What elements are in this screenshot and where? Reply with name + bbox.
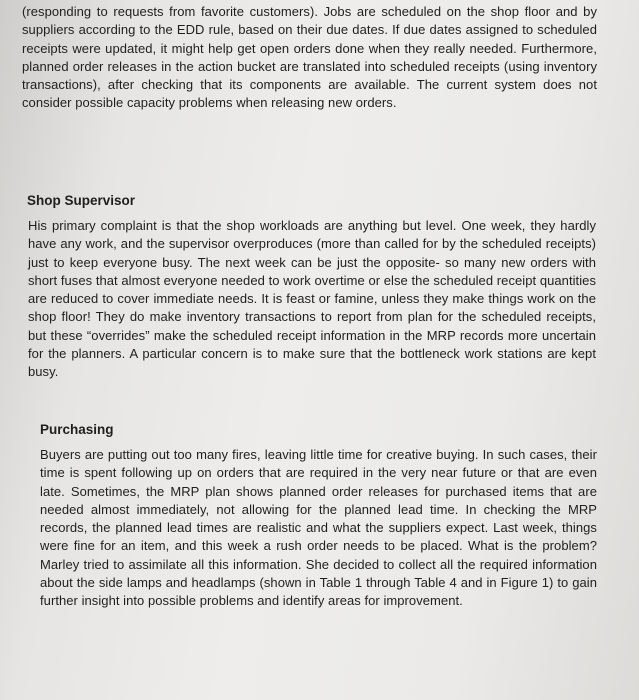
intro-paragraph: (responding to requests from favorite customers). Jobs are scheduled on the shop floor and by suppliers according to the EDD rule, based on their due dates. If due dates assigned to scheduled receipts were updated, it might help get open orders done when they really needed. Furthermore, planned order releases in the action bucket are translated into scheduled receipts (using inventory transactions), after checking that its components are available. The current system does not consider possible capacity problems when releasing new orders. xyxy=(22,4,597,111)
section-body-shop-supervisor: His primary complaint is that the shop workloads are anything but level. One week, they hardly have any work, and the supervisor overproduces (more than called for by the scheduled receipts) just to keep everyone busy. The next week can be just the opposite- so many new orders with short fuses that almost everyone needed to work overtime or else the scheduled receipt quantities are reduced to cover immediate needs. It is feast or famine, unless they make things work on the shop floor! They do make inventory transactions to report from plan for the scheduled receipts, but these “overrides” make the scheduled receipt information in the MRP records more uncertain for the planners. A particular concern is to make sure that the bottleneck work stations are kept busy. xyxy=(28,218,596,380)
section-heading-shop-supervisor: Shop Supervisor xyxy=(27,193,136,208)
section-body-purchasing: Buyers are putting out too many fires, leaving little time for creative buying. In such cases, their time is spent following up on orders that are required in the very near future or that are even late. Sometimes, the MRP plan shows planned order releases for purchased items that are needed almost immediately, not allowing for the planned lead time. In checking the MRP records, the planned lead times are realistic and what the suppliers expect. Last week, things were fine for an item, and this week a rush order needs to be placed. What is the problem? Marley tried to assimilate all this information. She decided to collect all the required information about the side lamps and headlamps (shown in Table 1 through Table 4 and in Figure 1) to gain further insight into possible problems and identify areas for improvement. xyxy=(40,447,597,609)
section-heading-purchasing: Purchasing xyxy=(40,422,114,437)
